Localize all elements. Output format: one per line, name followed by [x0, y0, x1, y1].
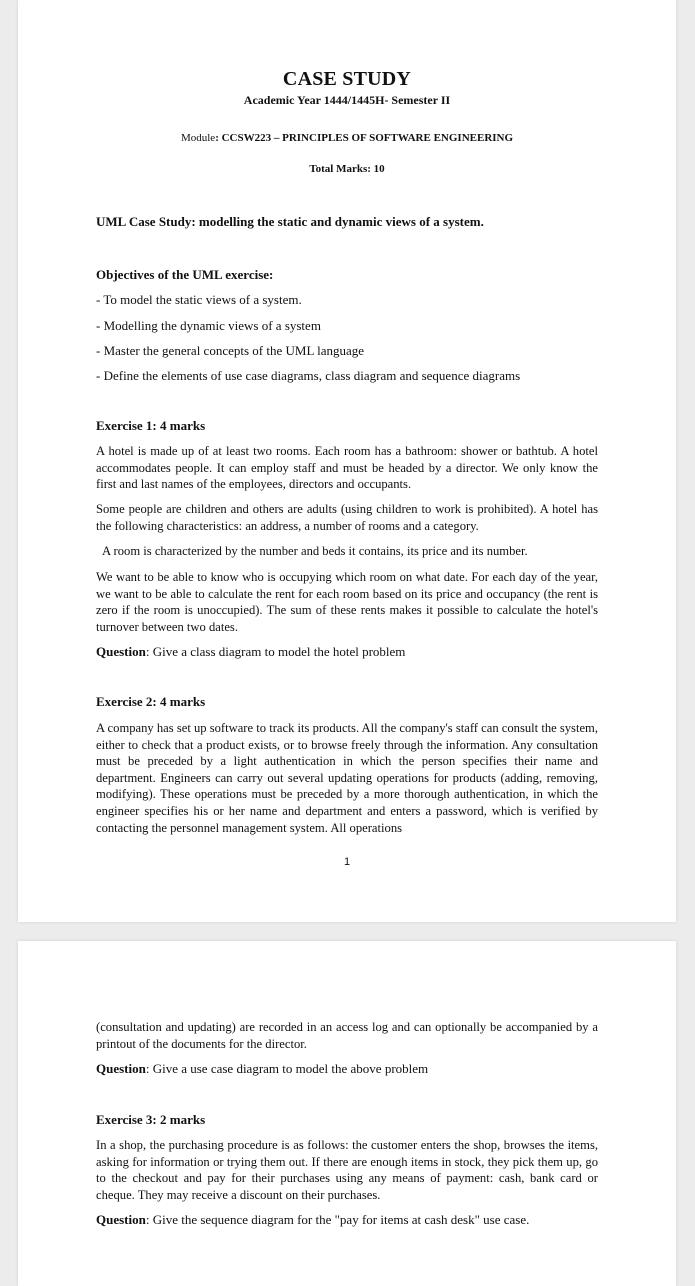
question-text: : Give a class diagram to model the hotel problem [145, 644, 406, 659]
exercise3-question [96, 1212, 529, 1228]
exercise2-continuation: (consultation and updating) are recorded in an access log and can optionally be accompanied by a printout of the documents for the director. [96, 1020, 598, 1051]
module-label: Module [180, 132, 216, 144]
module-value: : CCSW223 – PRINCIPLES OF SOFTWARE ENGINEERING [215, 132, 514, 144]
document-page-2 [18, 941, 676, 1286]
objective-item: - Master the general concepts of the UML language [96, 343, 365, 358]
document-page-1 [18, 0, 676, 922]
exercise1-paragraph: Some people are children and others are adults (using children to work is prohibited). A hotel has the following characteristics: an address, a number of rooms and a category. [96, 502, 598, 533]
exercise2-heading: Exercise 2: 4 marks [96, 694, 206, 709]
question-label: Question [96, 1212, 146, 1227]
exercise1-paragraph: A room is characterized by the number and beds it contains, its price and its number. [102, 544, 528, 558]
uml-heading: UML Case Study: modelling the static and dynamic views of a system. [96, 214, 484, 229]
exercise1-heading: Exercise 1: 4 marks [96, 418, 206, 433]
document-title: CASE STUDY [282, 68, 412, 90]
question-label: Question [96, 1061, 146, 1076]
objective-item: - Modelling the dynamic views of a system [96, 318, 321, 333]
exercise2-paragraph: A company has set up software to track its products. All the company's staff can consult the system, either to check that a product exists, or to browse freely through the information. Any consultation must be preceded by a light authentication in which the person specifies their name and department. Engineers can carry out several updating operations for products (adding, removing, modifying). These operations must be preceded by a more thorough authentication, in which the engineer specifies his or her name and department and enters a password, which is verified by contacting the personnel management system. All operations [96, 721, 598, 835]
objective-item: - To model the static views of a system. [96, 292, 302, 307]
exercise1-question [96, 644, 405, 660]
objectives-heading: Objectives of the UML exercise: [96, 267, 274, 282]
question-text: : Give the sequence diagram for the "pay for items at cash desk" use case. [145, 1212, 530, 1227]
exercise2-question [96, 1061, 428, 1077]
objective-item: - Define the elements of use case diagrams, class diagram and sequence diagrams [96, 368, 521, 383]
exercise1-paragraph: A hotel is made up of at least two rooms. Each room has a bathroom: shower or bathtub. A hotel accommodates people. It can employ staff and must be headed by a director. We only know the first and last names of the employees, directors and occupants. [96, 444, 598, 492]
exercise3-heading: Exercise 3: 2 marks [96, 1112, 206, 1127]
exercise1-paragraph: We want to be able to know who is occupying which room on what date. For each day of the year, we want to be able to calculate the rent for each room based on its price and occupancy (the rent is zero if the room is unoccupied). The sum of these rents makes it possible to calculate the hotel's turnover between two dates. [96, 570, 598, 634]
question-label: Question [96, 644, 146, 659]
question-text: : Give a use case diagram to model the above problem [145, 1061, 429, 1076]
module-line [18, 132, 676, 144]
exercise3-paragraph: In a shop, the purchasing procedure is as follows: the customer enters the shop, browses the items, asking for information or trying them out. If there are enough items in stock, they pick them up, go to the checkout and pay for their purchases using any means of payment: cash, bank card or cheque. They may receive a discount on their purchases. [96, 1138, 598, 1202]
total-marks: Total Marks: 10 [309, 163, 385, 175]
academic-year: Academic Year 1444/1445H- Semester II [243, 93, 451, 107]
page-number: 1 [343, 856, 351, 868]
